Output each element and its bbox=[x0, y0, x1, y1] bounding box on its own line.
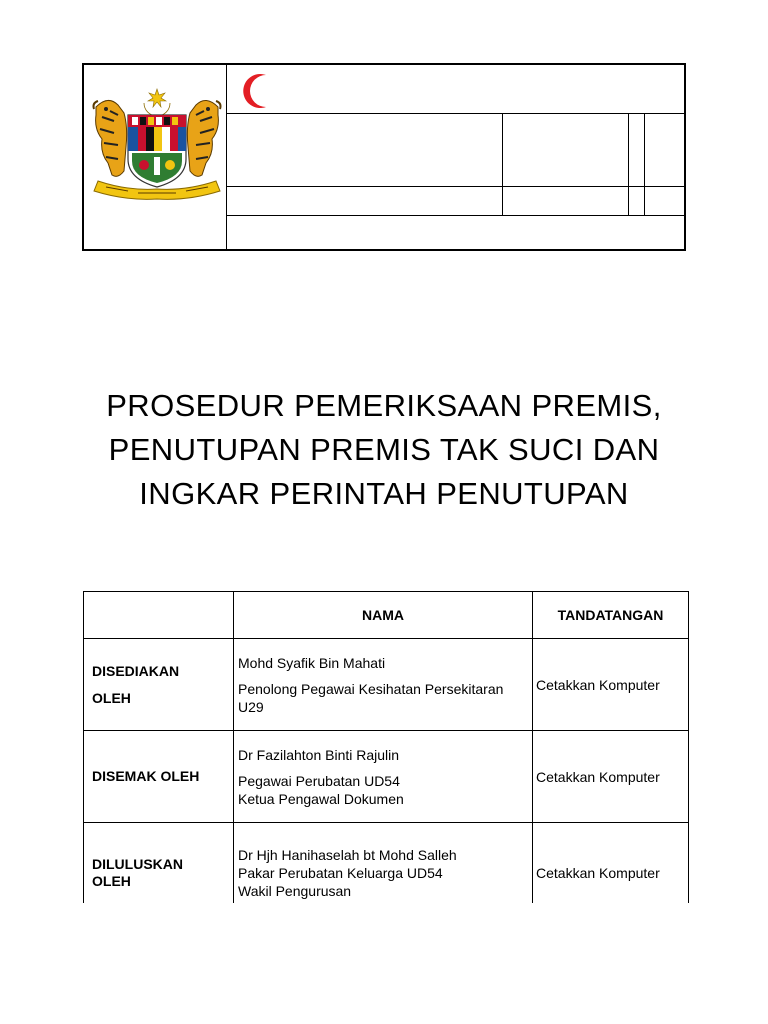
header-divider bbox=[226, 113, 684, 114]
name-cell bbox=[234, 731, 533, 823]
role-label: OLEH bbox=[92, 689, 131, 706]
table-header-row bbox=[84, 592, 689, 639]
person-position: Pakar Perubatan Keluarga UD54 bbox=[238, 864, 443, 881]
signature-cell: Cetakkan Komputer bbox=[533, 823, 689, 923]
person-name: Dr Hjh Hanihaselah bt Mohd Salleh bbox=[238, 846, 457, 863]
column-header-name: NAMA bbox=[234, 592, 533, 639]
document-header bbox=[82, 63, 686, 251]
role-label: DILULUSKAN bbox=[92, 855, 183, 872]
approval-table bbox=[83, 591, 689, 923]
person-name: Dr Fazilahton Binti Rajulin bbox=[238, 746, 400, 763]
role-cell bbox=[84, 639, 234, 731]
table-row bbox=[84, 639, 689, 731]
column-header-signature: TANDATANGAN bbox=[533, 592, 689, 639]
header-divider bbox=[502, 113, 503, 216]
page-cutoff bbox=[70, 903, 710, 943]
name-cell bbox=[234, 639, 533, 731]
role-label: DISEMAK OLEH bbox=[92, 768, 200, 784]
person-position: U29 bbox=[238, 698, 264, 715]
column-header-role bbox=[84, 592, 234, 639]
person-position: Pegawai Perubatan UD54 bbox=[238, 772, 400, 789]
document-title bbox=[40, 384, 728, 516]
title-line: PENUTUPAN PREMIS TAK SUCI DAN bbox=[108, 432, 660, 467]
person-position: Wakil Pengurusan bbox=[238, 882, 352, 899]
header-divider bbox=[226, 215, 684, 216]
header-divider bbox=[644, 113, 645, 216]
header-divider bbox=[226, 65, 227, 249]
person-name: Mohd Syafik Bin Mahati bbox=[238, 654, 386, 671]
title-line: PROSEDUR PEMERIKSAAN PREMIS, bbox=[106, 388, 662, 423]
role-cell bbox=[84, 731, 234, 823]
header-divider bbox=[226, 186, 684, 187]
person-position: Penolong Pegawai Kesihatan Persekitaran bbox=[238, 680, 504, 697]
header-divider bbox=[628, 113, 629, 216]
signature-cell: Cetakkan Komputer bbox=[533, 731, 689, 823]
role-label: OLEH bbox=[92, 872, 131, 889]
signature-cell: Cetakkan Komputer bbox=[533, 639, 689, 731]
red-crescent-logo bbox=[236, 69, 280, 113]
person-position: Ketua Pengawal Dokumen bbox=[238, 790, 404, 807]
role-label: DISEDIAKAN bbox=[92, 662, 180, 679]
coat-of-arms-logo bbox=[88, 87, 226, 205]
table-row bbox=[84, 731, 689, 823]
title-line: INGKAR PERINTAH PENUTUPAN bbox=[139, 476, 629, 511]
